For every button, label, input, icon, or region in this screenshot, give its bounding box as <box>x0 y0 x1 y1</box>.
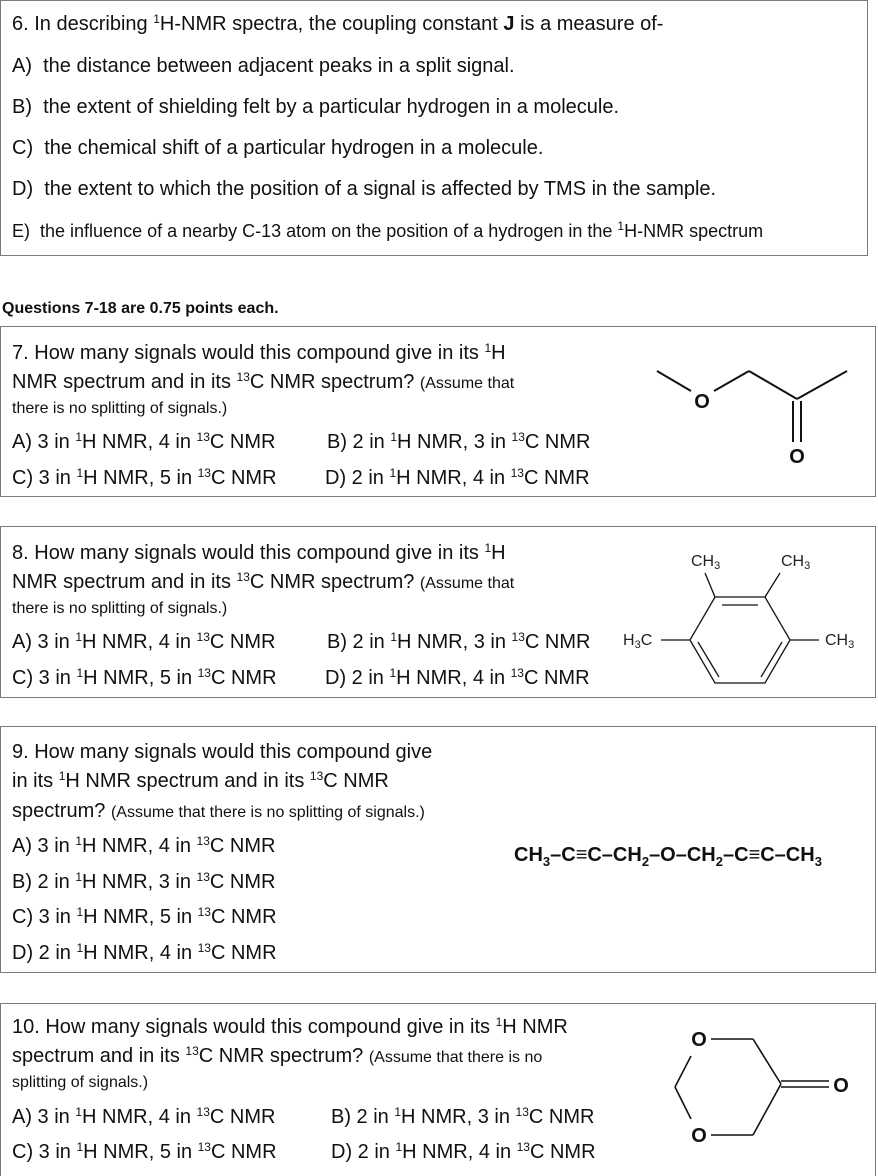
question-10-box <box>0 1003 876 1176</box>
question-10-stem-line1: 10. How many signals would this compound give in its $^1$H NMR <box>12 1015 568 1038</box>
question-10-stem-line2: spectrum and in its $^{13}$C NMR spectrum? (Assume that there is no <box>12 1044 543 1067</box>
question-8-option-c[interactable]: C) 3 in $^1$H NMR, 5 in $^{13}$C NMR <box>12 666 277 689</box>
question-8-option-b[interactable]: B) 2 in $^1$H NMR, 3 in $^{13}$C NMR <box>327 630 591 653</box>
question-9-option-a[interactable]: A) 3 in $^1$H NMR, 4 in $^{13}$C NMR <box>12 834 276 857</box>
question-8-box <box>0 526 876 698</box>
carbonyl-oxygen-label: O <box>789 446 805 468</box>
question-10-option-c[interactable]: C) 3 in $^1$H NMR, 5 in $^{13}$C NMR <box>12 1140 277 1163</box>
methyl-label-right: CH3 <box>825 632 855 651</box>
question-7-option-d[interactable]: D) 2 in $^1$H NMR, 4 in $^{13}$C NMR <box>325 466 590 489</box>
question-8-option-d[interactable]: D) 2 in $^1$H NMR, 4 in $^{13}$C NMR <box>325 666 590 689</box>
question-7-structure-diagram <box>651 345 851 485</box>
question-9-stem-line3: spectrum? (Assume that there is no splitting of signals.) <box>12 800 425 822</box>
question-9-option-b[interactable]: B) 2 in $^1$H NMR, 3 in $^{13}$C NMR <box>12 870 276 893</box>
question-8-stem-line1: 8. How many signals would this compound give in its $^1$H <box>12 541 506 564</box>
question-8-option-a[interactable]: A) 3 in $^1$H NMR, 4 in $^{13}$C NMR <box>12 630 276 653</box>
question-9-box <box>0 726 876 973</box>
methyl-label-top-right: CH3 <box>781 553 811 572</box>
question-7-stem-line2: NMR spectrum and in its $^{13}$C NMR spectrum? (Assume that <box>12 370 515 393</box>
ring-oxygen-top-label: O <box>691 1029 707 1051</box>
question-6-stem: 6. In describing $^1$H-NMR spectra, the coupling constant J is a measure of- <box>12 12 664 35</box>
question-7-box <box>0 326 876 497</box>
ketone-oxygen-label: O <box>833 1075 849 1097</box>
question-7-stem-line1: 7. How many signals would this compound give in its $^1$H <box>12 341 506 364</box>
question-9-option-d[interactable]: D) 2 in $^1$H NMR, 4 in $^{13}$C NMR <box>12 941 277 964</box>
question-6-option-a[interactable]: A) the distance between adjacent peaks in a split signal. <box>12 55 515 77</box>
question-8-stem-line3: there is no splitting of signals.) <box>12 600 228 617</box>
question-10-option-d[interactable]: D) 2 in $^1$H NMR, 4 in $^{13}$C NMR <box>331 1140 596 1163</box>
question-7-option-a[interactable]: A) 3 in $^1$H NMR, 4 in $^{13}$C NMR <box>12 430 276 453</box>
question-7-option-c[interactable]: C) 3 in $^1$H NMR, 5 in $^{13}$C NMR <box>12 466 277 489</box>
question-8-stem-line2: NMR spectrum and in its $^{13}$C NMR spectrum? (Assume that <box>12 570 515 593</box>
question-9-stem-line2: in its $^1$H NMR spectrum and in its $^{13}$C NMR <box>12 769 389 792</box>
question-6-option-e[interactable]: E) the influence of a nearby C-13 atom on the position of a hydrogen in the $^1$H-NMR spectrum <box>12 219 764 241</box>
question-10-structure-diagram <box>661 1014 861 1164</box>
question-9-condensed-formula: $CH_3-C\equiv C-CH_2-O-CH_2-C\equiv C-CH_3$ <box>514 844 822 869</box>
question-7-stem-line3: there is no splitting of signals.) <box>12 400 228 417</box>
question-6-option-d[interactable]: D) the extent to which the position of a signal is affected by TMS in the sample. <box>12 178 717 200</box>
question-7-option-b[interactable]: B) 2 in $^1$H NMR, 3 in $^{13}$C NMR <box>327 430 591 453</box>
question-9-stem-line1: 9. How many signals would this compound give <box>12 741 433 763</box>
methyl-label-left: H3C <box>623 632 653 651</box>
question-10-option-b[interactable]: B) 2 in $^1$H NMR, 3 in $^{13}$C NMR <box>331 1105 595 1128</box>
methyl-label-top-left: CH3 <box>691 553 721 572</box>
question-10-option-a[interactable]: A) 3 in $^1$H NMR, 4 in $^{13}$C NMR <box>12 1105 276 1128</box>
oxygen-atom-label: O <box>694 391 710 413</box>
question-6-option-b[interactable]: B) the extent of shielding felt by a particular hydrogen in a molecule. <box>12 96 620 118</box>
question-10-stem-line3: splitting of signals.) <box>12 1074 149 1091</box>
ring-oxygen-bottom-label: O <box>691 1125 707 1147</box>
question-8-structure-diagram <box>615 529 877 697</box>
question-6-box <box>0 0 868 256</box>
question-6-option-c[interactable]: C) the chemical shift of a particular hydrogen in a molecule. <box>12 137 544 159</box>
question-9-option-c[interactable]: C) 3 in $^1$H NMR, 5 in $^{13}$C NMR <box>12 905 277 928</box>
section-heading: Questions 7-18 are 0.75 points each. <box>2 300 279 317</box>
